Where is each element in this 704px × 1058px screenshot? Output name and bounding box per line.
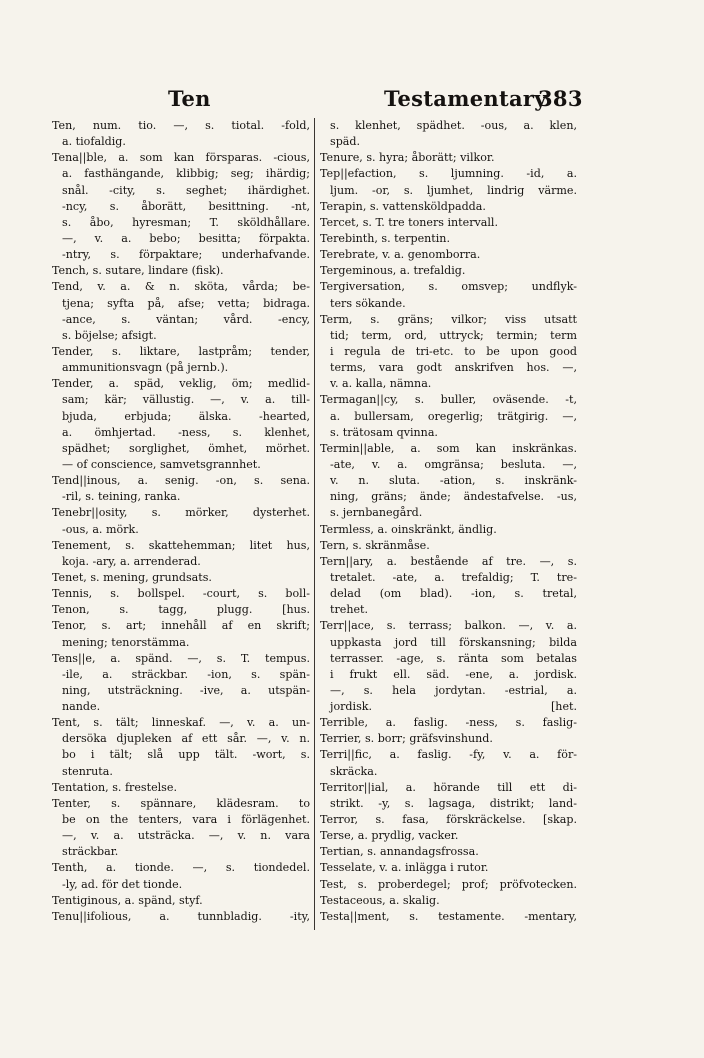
- dictionary-line: Ten, num. tio. —, s. tiotal. -fold,: [52, 119, 310, 132]
- dictionary-line: Term, s. gräns; vilkor; viss utsatt: [320, 312, 577, 326]
- dictionary-line: i regula de tri-etc. to be upon good: [330, 344, 577, 358]
- dictionary-line: stenruta.: [62, 764, 113, 778]
- dictionary-line: Tent, s. tält; linneskaf. —, v. a. un-: [52, 716, 310, 730]
- dictionary-line: mening; tenorstämma.: [62, 635, 190, 649]
- dictionary-line: -ril, s. teining, ranka.: [62, 490, 181, 504]
- dictionary-line: Terse, a. prydlig, vacker.: [320, 829, 459, 843]
- dictionary-line: trehet.: [330, 603, 369, 617]
- dictionary-line: a. bullersam, oregerlig; trätgirig. —,: [330, 409, 577, 423]
- dictionary-line: s. trätosam qvinna.: [330, 425, 438, 439]
- dictionary-line: be on the tenters, vara i förlägenhet.: [62, 813, 310, 827]
- dictionary-line: Tentation, s. frestelse.: [52, 780, 177, 794]
- dictionary-line: Tench, s. sutare, lindare (fisk).: [52, 264, 224, 278]
- dictionary-line: Tena||ble, a. som kan försparas. -cious,: [52, 151, 310, 165]
- left-column: [52, 118, 310, 925]
- dictionary-line: Tenon, s. tagg, plugg. [hus.: [52, 603, 310, 617]
- dictionary-line: — of conscience, samvetsgrannhet.: [62, 457, 261, 471]
- dictionary-line: Termagan||cy, s. buller, oväsende. -t,: [320, 393, 577, 407]
- dictionary-line: ning, utsträckning. -ive, a. utspän-: [62, 683, 310, 697]
- dictionary-line: Tend||inous, a. senig. -on, s. sena.: [52, 474, 310, 488]
- dictionary-line: tid; term, ord, uttryck; termin; term: [330, 328, 577, 342]
- dictionary-line: Tenor, s. art; innehåll af en skrift;: [52, 619, 310, 633]
- dictionary-line: -ate, v. a. omgränsa; besluta. —,: [330, 457, 577, 471]
- dictionary-line: —, v. a. bebo; besitta; förpakta.: [62, 231, 310, 245]
- dictionary-line: -ly, ad. för det tionde.: [62, 877, 183, 891]
- dictionary-line: Tergeminous, a. trefaldig.: [320, 264, 466, 278]
- dictionary-line: Tenebr||osity, s. mörker, dysterhet.: [52, 506, 310, 520]
- dictionary-line: Tertian, s. annandagsfrossa.: [320, 845, 479, 859]
- dictionary-line: terrasser. -age, s. ränta som betalas: [330, 651, 577, 665]
- dictionary-line: s. åbo, hyresman; T. sköldhållare.: [62, 215, 310, 229]
- dictionary-line: Tep||efaction, s. ljumning. -id, a.: [320, 167, 577, 181]
- dictionary-line: Terebinth, s. terpentin.: [320, 231, 450, 245]
- dictionary-line: Tergiversation, s. omsvep; undflyk-: [320, 280, 577, 294]
- dictionary-line: tretalet. -ate, a. trefaldig; T. tre-: [330, 570, 577, 584]
- dictionary-line: v. n. sluta. -ation, s. inskränk-: [330, 474, 577, 488]
- dictionary-line: Terri||fic, a. faslig. -fy, v. a. för-: [320, 748, 577, 762]
- dictionary-line: v. a. kalla, nämna.: [330, 377, 432, 391]
- dictionary-line: delad (om blad). -ion, s. tretal,: [330, 587, 577, 601]
- dictionary-line: strikt. -y, s. lagsaga, distrikt; land-: [330, 796, 577, 810]
- dictionary-line: tjena; syfta på, afse; vetta; bidraga.: [62, 296, 310, 310]
- dictionary-line: i frukt ell. säd. -ene, a. jordisk.: [330, 667, 577, 681]
- dictionary-line: Territor||ial, a. hörande till ett di-: [320, 780, 577, 794]
- dictionary-line: Test, s. proberdegel; prof; pröfvotecken.: [320, 877, 577, 891]
- right-column: [320, 118, 577, 925]
- dictionary-line: Tend, v. a. & n. sköta, vårda; be-: [52, 280, 310, 294]
- dictionary-line: Terapin, s. vattensköldpadda.: [320, 199, 486, 213]
- dictionary-line: Tenu||ifolious, a. tunnbladig. -ity,: [52, 909, 310, 923]
- dictionary-line: ljum. -or, s. ljumhet, lindrig värme.: [330, 183, 577, 197]
- dictionary-line: Tentiginous, a. spänd, styf.: [52, 893, 203, 907]
- dictionary-line: skräcka.: [330, 764, 378, 778]
- page-number: 383: [538, 86, 583, 111]
- dictionary-line: a. ömhjertad. -ness, s. klenhet,: [62, 425, 310, 439]
- dictionary-line: dersöka djupleken af ett sår. —, v. n.: [62, 732, 310, 746]
- dictionary-line: Tesselate, v. a. inlägga i rutor.: [320, 861, 489, 875]
- dictionary-line: Termless, a. oinskränkt, ändlig.: [320, 522, 497, 536]
- dictionary-line: Tenet, s. mening, grundsats.: [52, 570, 212, 584]
- dictionary-line: s. klenhet, spädhet. -ous, a. klen,: [330, 119, 577, 132]
- dictionary-line: späd.: [330, 135, 361, 149]
- dictionary-line: a. tiofaldig.: [62, 135, 126, 149]
- dictionary-line: nande.: [62, 700, 101, 714]
- dictionary-line: ters sökande.: [330, 296, 406, 310]
- dictionary-line: Tern, s. skränmåse.: [320, 538, 430, 552]
- dictionary-line: ning, gräns; ände; ändestafvelse. -us,: [330, 490, 577, 504]
- dictionary-line: Termin||able, a. som kan inskränkas.: [320, 441, 577, 455]
- dictionary-line: Tern||ary, a. bestående af tre. —, s.: [320, 554, 577, 568]
- dictionary-line: ammunitionsvagn (på jernb.).: [62, 361, 229, 375]
- dictionary-line: spädhet; sorglighet, ömhet, mörhet.: [62, 441, 310, 455]
- dictionary-line: Terebrate, v. a. genomborra.: [320, 248, 481, 262]
- dictionary-line: terms, vara godt anskrifven hos. —,: [330, 361, 577, 375]
- dictionary-line: jordisk. [het.: [330, 700, 577, 714]
- dictionary-line: koja. -ary, a. arrenderad.: [62, 554, 201, 568]
- dictionary-line: -ance, s. väntan; vård. -ency,: [62, 312, 310, 326]
- dictionary-line: -ous, a. mörk.: [62, 522, 139, 536]
- dictionary-line: sam; kär; vällustig. —, v. a. till-: [62, 393, 310, 407]
- dictionary-line: Terr||ace, s. terrass; balkon. —, v. a.: [320, 619, 577, 633]
- dictionary-line: bjuda, erbjuda; älska. -hearted,: [62, 409, 310, 423]
- running-head-left: Ten: [168, 86, 211, 111]
- dictionary-line: Terrible, a. faslig. -ness, s. faslig-: [320, 716, 577, 730]
- dictionary-line: -ncy, s. åborätt, besittning. -nt,: [62, 199, 310, 213]
- dictionary-line: snål. -city, s. seghet; ihärdighet.: [62, 183, 310, 197]
- dictionary-line: -ntry, s. förpaktare; underhafvande.: [62, 248, 310, 262]
- dictionary-line: Testa||ment, s. testamente. -mentary,: [320, 909, 577, 923]
- dictionary-line: Terrier, s. borr; gräfsvinshund.: [320, 732, 493, 746]
- dictionary-line: Tenter, s. spännare, klädesram. to: [52, 796, 310, 810]
- dictionary-line: —, s. hela jordytan. -estrial, a.: [330, 683, 577, 697]
- dictionary-line: Terror, s. fasa, förskräckelse. [skap.: [320, 813, 577, 827]
- dictionary-line: Tennis, s. bollspel. -court, s. boll-: [52, 587, 310, 601]
- dictionary-line: uppkasta jord till förskansning; bilda: [330, 635, 577, 649]
- column-divider: [314, 118, 315, 930]
- dictionary-line: Tenure, s. hyra; åborätt; vilkor.: [320, 151, 495, 165]
- dictionary-line: -ile, a. sträckbar. -ion, s. spän-: [62, 667, 310, 681]
- dictionary-line: a. fasthängande, klibbig; seg; ihärdig;: [62, 167, 310, 181]
- dictionary-line: sträckbar.: [62, 845, 119, 859]
- dictionary-line: Tens||e, a. spänd. —, s. T. tempus.: [52, 651, 310, 665]
- dictionary-line: s. böjelse; afsigt.: [62, 328, 157, 342]
- running-head-right: Testamentary: [384, 86, 547, 111]
- dictionary-line: s. jernbanegård.: [330, 506, 423, 520]
- dictionary-line: —, v. a. utsträcka. —, v. n. vara: [62, 829, 310, 843]
- dictionary-line: Tenth, a. tionde. —, s. tiondedel.: [52, 861, 310, 875]
- dictionary-line: Tenement, s. skattehemman; litet hus,: [52, 538, 310, 552]
- dictionary-line: Tercet, s. T. tre toners intervall.: [320, 215, 499, 229]
- dictionary-line: Tender, s. liktare, lastpråm; tender,: [52, 344, 310, 358]
- dictionary-line: bo i tält; slå upp tält. -wort, s.: [62, 748, 310, 762]
- dictionary-line: Testaceous, a. skalig.: [320, 893, 440, 907]
- dictionary-line: Tender, a. späd, veklig, öm; medlid-: [52, 377, 310, 391]
